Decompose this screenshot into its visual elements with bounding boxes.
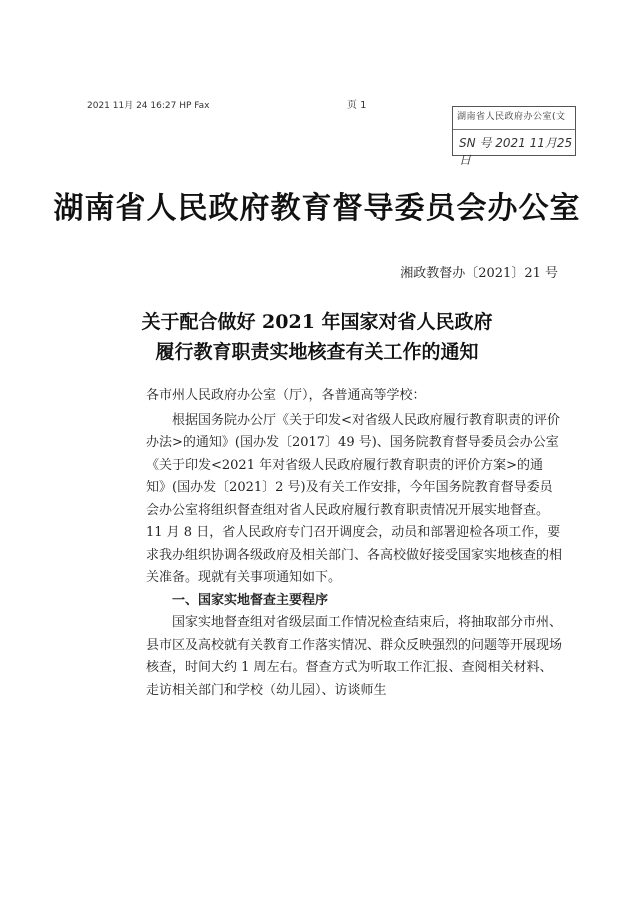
section-1-heading: 一、国家实地督查主要程序 [172,592,329,608]
paragraph-1: 根据国务院办公厅《关于印发<对省级人民政府履行教育职责的评价办法>的通知》(国办发〔2017〕49 号)、国务院教育督导委员会办公室《关于印发<2021 年对省级人民政府履行教育职责的评价方案>的通知》(国办发〔2021〕2 号)及有关工作安排，今年国务院教育督导委员会办公室将组织督查组对省人民政府履行教育职责情况开展实地督查。11 月 8 日，省人民政府专门召开调度会，动员和部署迎检各项工作，要求我办组织协调各级政府及相关部门、各高校做好接受国家实地核查的相关准备。现就有关事项通知如下。 [146,412,563,585]
document-number: 湘政教督办〔2021〕21 号 [400,266,558,281]
notice-title-line-1: 关于配合做好 2021 年国家对省人民政府 [141,311,493,333]
recipient-line: 各市州人民政府办公室（厅），各普通高等学校： [146,388,426,403]
stamp-office-text: 湖南省人民政府办公室(文 [457,112,566,122]
fax-page-number: 页 1 [347,100,367,111]
notice-title [0,307,634,367]
fax-timestamp: 2021 11月 24 16:27 HP Fax [87,101,210,111]
document-body [146,385,562,702]
notice-title-line-2: 履行教育职责实地核查有关工作的通知 [155,341,479,363]
paragraph-2: 国家实地督查组对省级层面工作情况检查结束后，将抽取部分市州、县市区及高校就有关教育工作落实情况、群众反映强烈的问题等开展现场核查，时间大约 1 周左右。督查方式为听取工作汇报、查阅相关材料、走访相关部门和学校（幼儿园）、访谈师生 [146,615,563,698]
stamp-receipt-number: SN 号 2021 11月25日 [459,136,573,167]
organization-title: 湖南省人民政府教育督导委员会办公室 [53,191,581,226]
receipt-stamp [452,106,576,167]
stamp-divider [453,129,575,130]
